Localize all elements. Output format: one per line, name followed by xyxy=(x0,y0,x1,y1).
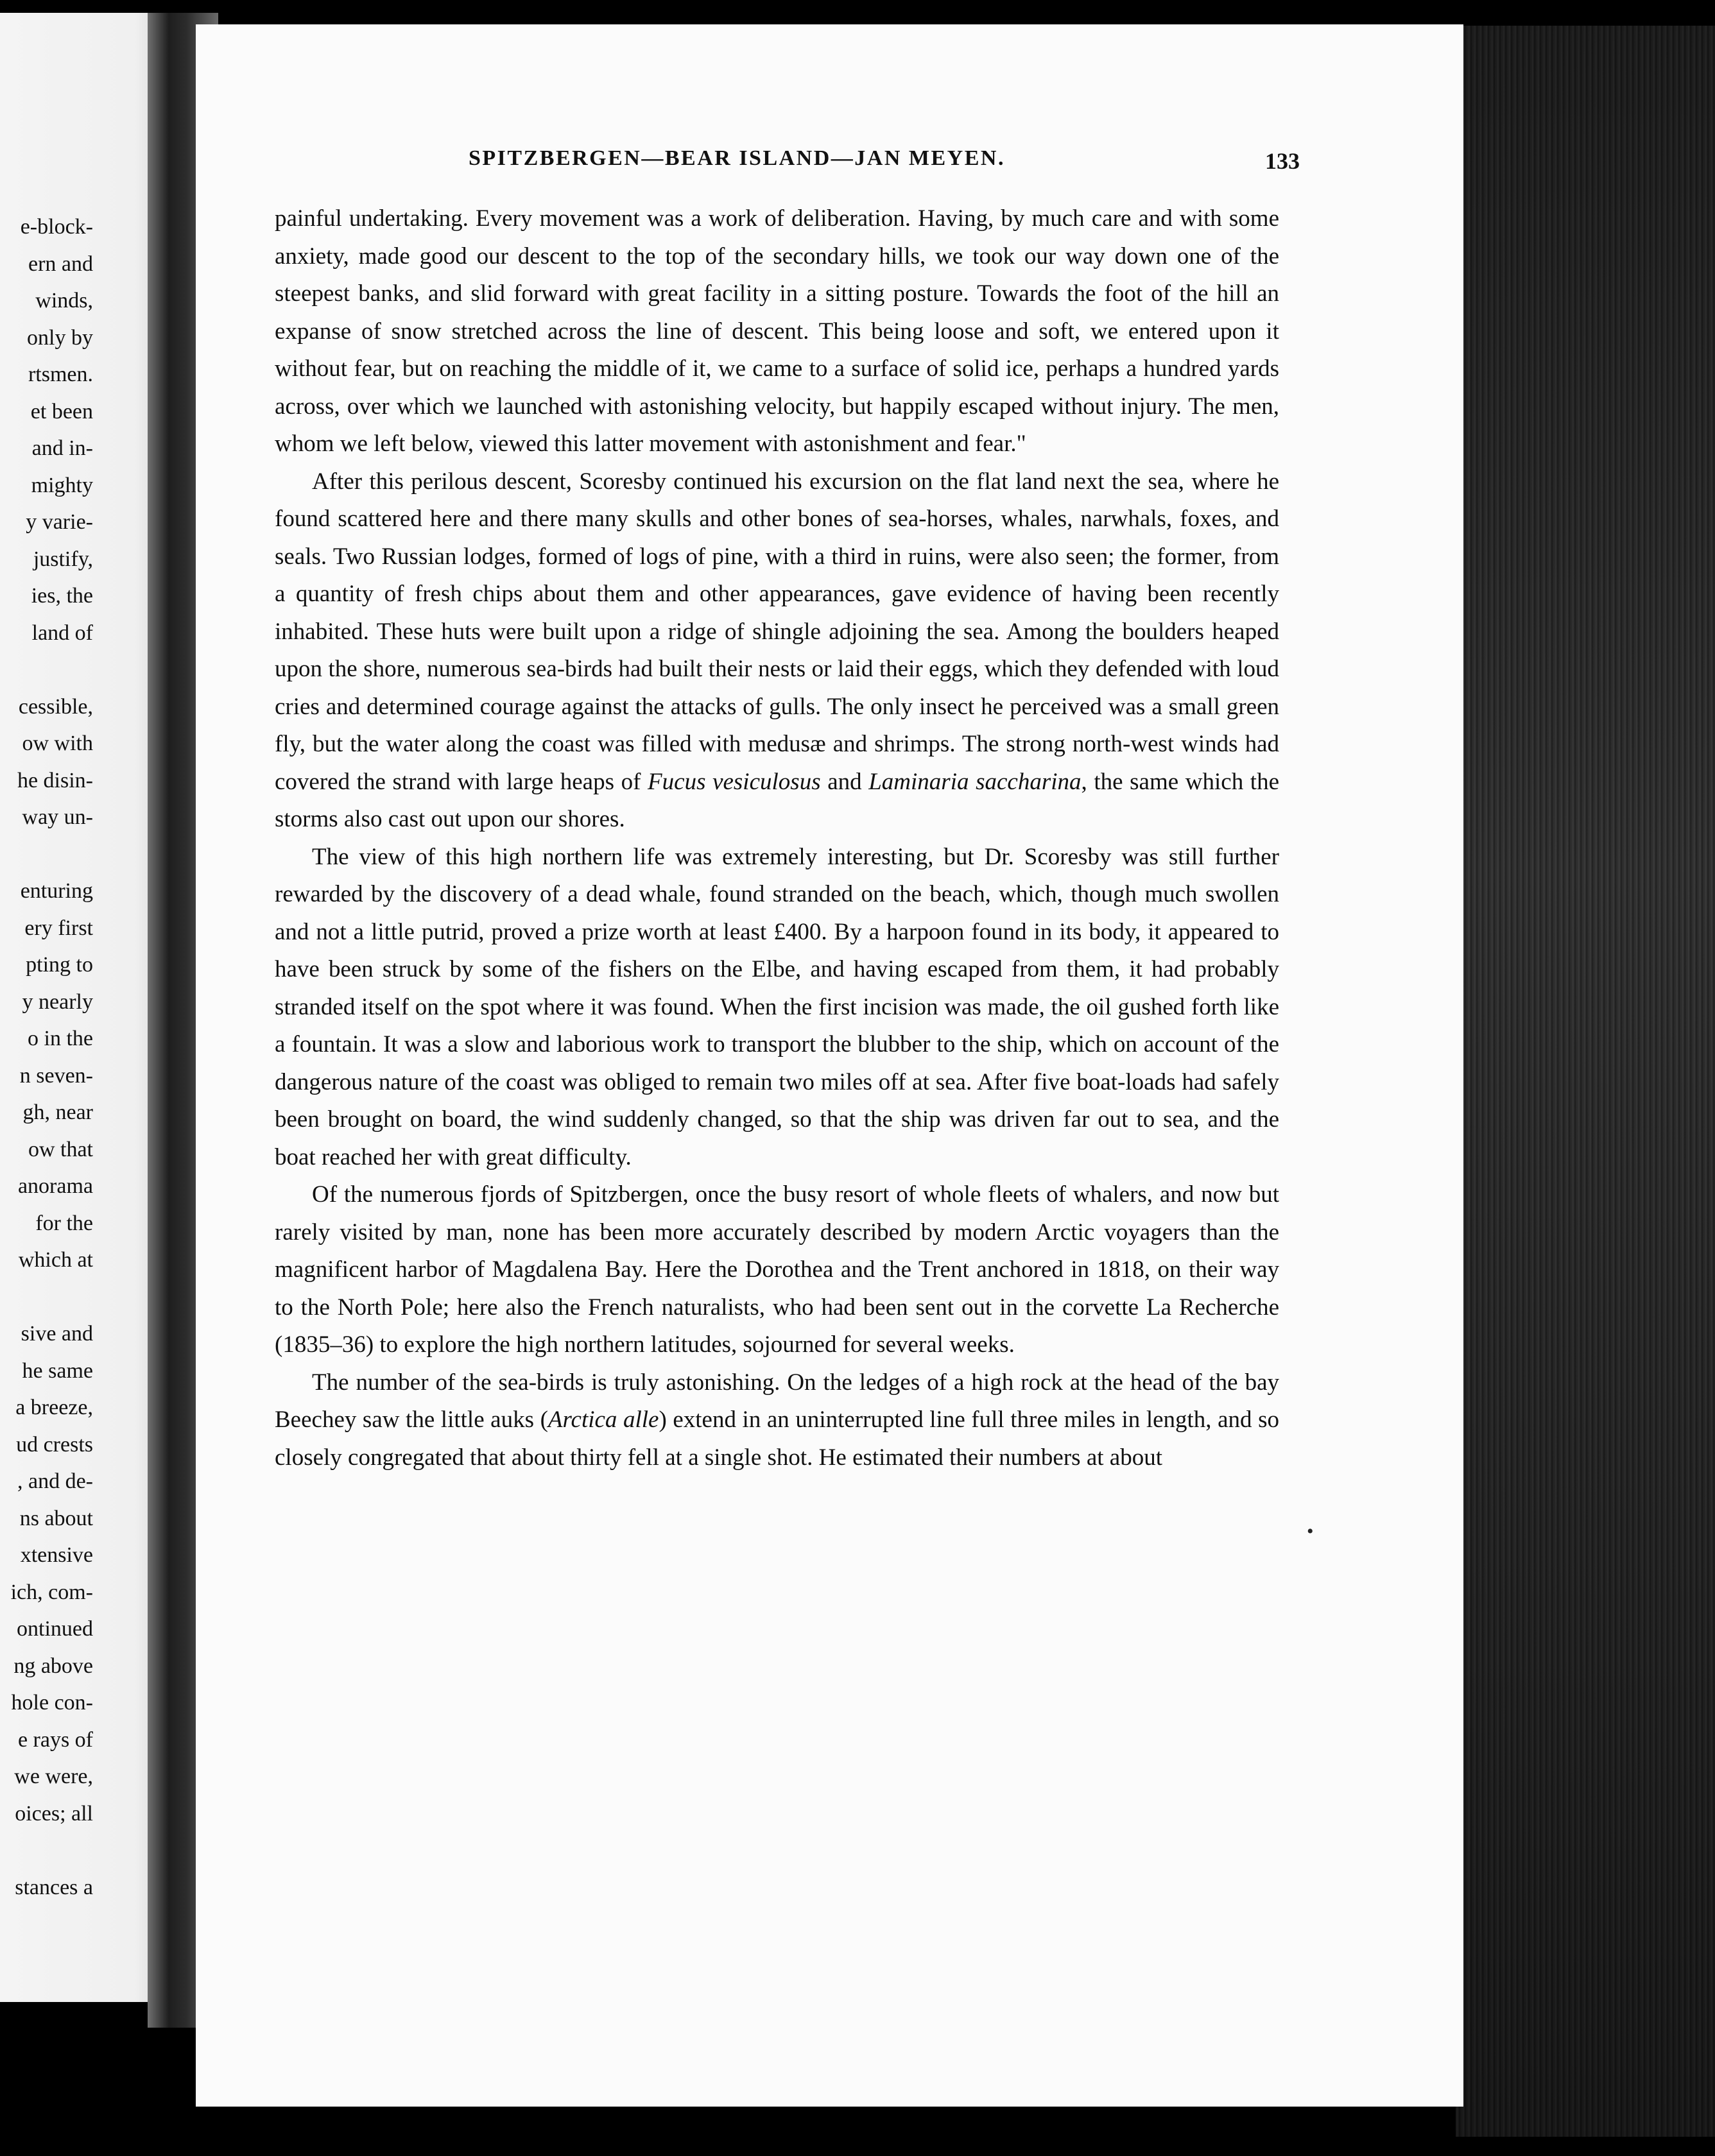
left-page-line: y varie- xyxy=(26,510,93,534)
running-head: SPITZBERGEN—BEAR ISLAND—JAN MEYEN. xyxy=(469,146,1005,170)
left-page-line: ng above xyxy=(13,1654,93,1678)
left-page-line: e-block- xyxy=(20,215,93,239)
left-page-line: ontinued xyxy=(17,1617,93,1641)
left-page-line: sive and xyxy=(21,1322,93,1346)
left-page-line: gh, near xyxy=(22,1100,93,1124)
left-page-line: pting to xyxy=(26,953,93,977)
line-gap xyxy=(11,836,93,873)
page-number: 133 xyxy=(1265,148,1300,174)
margin-mark: • xyxy=(1307,1521,1314,1542)
left-page-line: we were, xyxy=(14,1765,93,1788)
left-page-line: et been xyxy=(30,399,93,424)
paragraph: The view of this high northern life was extremely interesting, but Dr. Scoresby was still further rewarded by the discovery of a dead whale, found stranded on the beach, which, though much swollen and not a little putrid, proved a prize worth at least £400. By a harpoon found in its body, it appeared to have been struck by some of the fishers on the Elbe, and having escaped from them, it had probably stranded itself on the spot where it was found. When the first incision was made, the oil gushed forth like a fountain. It was a slow and laborious work to transport the blubber to the ship, which on account of the dangerous nature of the coast was obliged to remain two miles off at sea. After five boat-loads had safely been brought on board, the wind suddenly changed, so that the ship was driven far out to sea, and the boat reached her with great difficulty. xyxy=(275,843,1279,1170)
left-page-line: ich, com- xyxy=(10,1580,93,1604)
left-page-line: e rays of xyxy=(17,1727,93,1752)
left-page-line: only by xyxy=(27,325,93,350)
left-page-line: a breeze, xyxy=(15,1396,93,1419)
left-page-line: land of xyxy=(31,620,93,645)
left-page-line: enturing xyxy=(20,879,93,903)
book-fore-edge xyxy=(1456,26,1715,2137)
left-page-line: xtensive xyxy=(20,1543,93,1567)
left-page-line: way un- xyxy=(22,805,93,829)
left-page-line: ern and xyxy=(28,252,93,276)
left-page-line: he disin- xyxy=(17,768,93,792)
left-page-line: oices; all xyxy=(15,1801,93,1826)
left-page-line: n seven- xyxy=(19,1063,93,1088)
left-page-line: ow with xyxy=(22,732,93,755)
paragraph: The number of the sea-birds is truly astonishing. On the ledges of a high rock at the head of the bay Beechey saw the little auks (Arctica alle) extend in an uninterrupted line full three miles in length, and so closely congregated that about thirty fell at a single shot. He estimated their numbers at about xyxy=(275,1369,1279,1471)
left-page-line: y nearly xyxy=(22,989,93,1014)
left-page-line: o in the xyxy=(28,1027,93,1050)
line-gap xyxy=(11,1279,93,1316)
body-text xyxy=(275,200,1279,1476)
left-page-line: justify, xyxy=(33,547,93,571)
left-page-line: hole con- xyxy=(11,1691,93,1715)
paragraph: After this perilous descent, Scoresby continued his excursion on the flat land next the sea, where he found scattered here and there many skulls and other bones of sea-horses, whales, narwhals, foxes, and seals. Two Russian lodges, formed of logs of pine, with a third in ruins, were also seen; the former, from a quantity of fresh chips about them and other appearances, gave evidence of having been recently inhabited. These huts were built upon a ridge of shingle adjoining the sea. Among the boulders heaped upon the shore, numerous sea-birds had built their nests or laid their eggs, which they defended with loud cries and determined courage against the attacks of gulls. The only insect he perceived was a small green fly, but the water along the coast was filled with medusæ and shrimps. The strong north-west winds had covered the strand with large heaps of Fucus vesiculosus and Laminaria saccharina, the same which the storms also cast out upon our shores. xyxy=(275,468,1279,832)
left-page-line: ud crests xyxy=(16,1432,93,1457)
left-page-line: he same xyxy=(22,1358,93,1383)
left-page-line: mighty xyxy=(31,473,93,497)
left-page-line: cessible, xyxy=(18,694,93,719)
paragraph: painful undertaking. Every movement was a work of deliberation. Having, by much care and with some anxiety, made good our descent to the top of the secondary hills, we took our way down one of the steepest banks, and slid forward with great facility in a sitting posture. Towards the foot of the hill an expanse of snow stretched across the line of descent. This being loose and soft, we entered upon it without fear, but on reaching the middle of it, we came to a surface of solid ice, perhaps a hundred yards across, over which we launched with astonishing velocity, but happily escaped without injury. The men, whom we left below, viewed this latter movement with astonishment and fear." xyxy=(275,205,1279,457)
left-page-line: ies, the xyxy=(31,584,93,608)
left-page-line: ow that xyxy=(28,1137,93,1161)
left-page-line: which at xyxy=(18,1248,93,1272)
italic-term: Laminaria saccharina xyxy=(868,768,1082,795)
left-page-line: for the xyxy=(35,1211,93,1235)
paragraph: Of the numerous fjords of Spitzbergen, once the busy resort of whole fleets of whalers, and now but rarely visited by man, none has been more accurately described by modern Arctic voyagers than the magnificent harbor of Magdalena Bay. Here the Dorothea and the Trent anchored in 1818, on their way to the North Pole; here also the French naturalists, who had been sent out in the corvette La Recherche (1835–36) to explore the high northern latitudes, sojourned for several weeks. xyxy=(275,1181,1279,1358)
line-gap xyxy=(11,1832,93,1869)
left-page-line: stances a xyxy=(15,1875,93,1899)
italic-term: Fucus vesiculosus xyxy=(648,768,821,795)
left-page-text xyxy=(11,209,93,1906)
page-header xyxy=(273,146,1300,185)
line-gap xyxy=(11,651,93,689)
left-page-line: , and de- xyxy=(17,1469,93,1493)
left-page-line: ns about xyxy=(19,1506,93,1530)
left-page-line: ery first xyxy=(24,916,93,940)
italic-term: Arctica alle xyxy=(547,1407,659,1433)
left-page-line: and in- xyxy=(31,436,93,460)
left-page-line: anorama xyxy=(17,1174,93,1198)
left-page-line: rtsmen. xyxy=(28,363,93,386)
left-page-line: winds, xyxy=(35,289,93,312)
